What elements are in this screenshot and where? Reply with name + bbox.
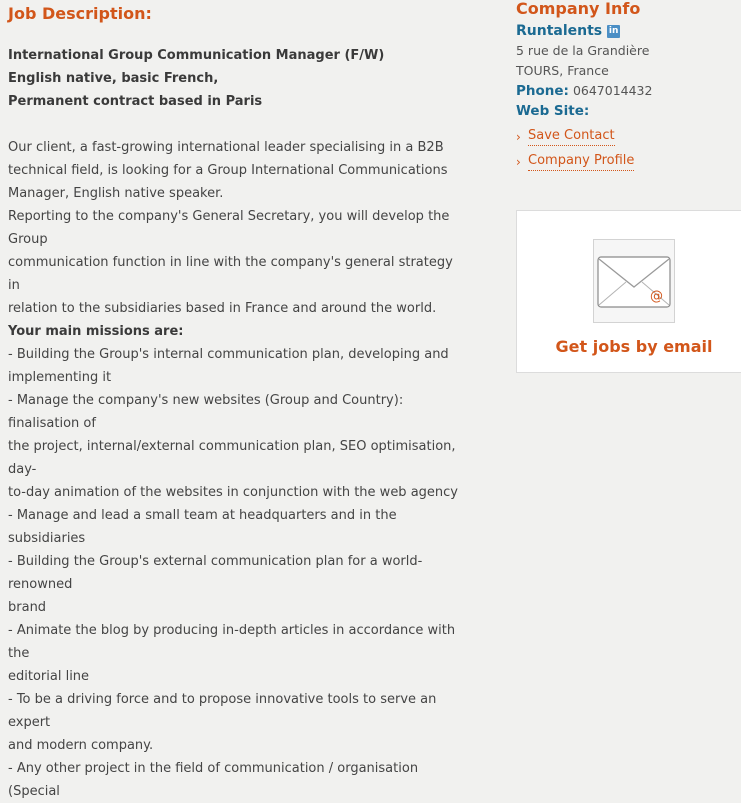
company-profile-row [516,152,741,171]
phone-value: 0647014432 [572,83,653,98]
desc-line: to-day animation of the websites in conjunction with the web agency [8,485,458,500]
job-title-line: International Group Communication Manager (F/W) [8,48,385,63]
chevron-right-icon: › [516,154,521,169]
desc-line: Our client, a fast-growing international leader specialising in a B2B [8,140,444,155]
phone-label: Phone: [516,83,569,99]
job-description-heading: Job Description: [8,4,152,23]
desc-line: editorial line [8,669,90,684]
website-row [516,101,741,121]
company-name-row [516,21,741,41]
email-envelope-icon[interactable] [593,239,675,323]
desc-line: - Building the Group's internal communication plan, developing and [8,347,449,362]
company-profile-link[interactable]: Company Profile [528,152,634,171]
website-label: Web Site: [516,103,590,119]
desc-line: - Animate the blog by producing in-depth articles in accordance with the [8,623,456,661]
job-description-body [8,136,468,803]
desc-line: - Any other project in the field of communication / organisation (Special [8,761,419,799]
company-info-panel [516,0,741,171]
desc-line: implementing it [8,370,112,385]
get-jobs-by-email-link[interactable]: Get jobs by email [555,337,713,356]
desc-line: the project, internal/external communication plan, SEO optimisation, day- [8,439,456,477]
job-description-section [8,4,468,803]
address-line-2: TOURS, France [516,63,609,78]
company-info-title: Company Info [516,0,641,18]
desc-line: brand [8,600,47,615]
missions-heading: Your main missions are: [8,324,184,339]
company-name: Runtalents [516,23,603,39]
job-intro [8,44,468,113]
desc-line: - Manage the company's new websites (Group and Country): finalisation of [8,393,404,431]
desc-line: technical field, is looking for a Group International Communications [8,163,448,178]
save-contact-row [516,127,741,146]
desc-line: Manager, English native speaker. [8,186,224,201]
desc-line: Reporting to the company's General Secretary, you will develop the Group [8,209,450,247]
email-alert-box[interactable] [516,210,741,373]
language-line: English native, basic French, [8,71,219,86]
desc-line: and modern company. [8,738,154,753]
linkedin-icon[interactable]: in [608,25,619,36]
save-contact-link[interactable]: Save Contact [528,127,615,146]
phone-row [516,81,741,101]
svg-text:@: @ [650,289,663,304]
desc-line: - Building the Group's external communication plan for a world-renowned [8,554,423,592]
desc-line: - To be a driving force and to propose innovative tools to serve an expert [8,692,437,730]
chevron-right-icon: › [516,129,521,144]
desc-line: communication function in line with the company's general strategy in [8,255,453,293]
desc-line: relation to the subsidiaries based in France and around the world. [8,301,437,316]
address-line-1: 5 rue de la Grandière [516,43,650,58]
desc-line: - Manage and lead a small team at headquarters and in the subsidiaries [8,508,397,546]
contract-line: Permanent contract based in Paris [8,94,263,109]
